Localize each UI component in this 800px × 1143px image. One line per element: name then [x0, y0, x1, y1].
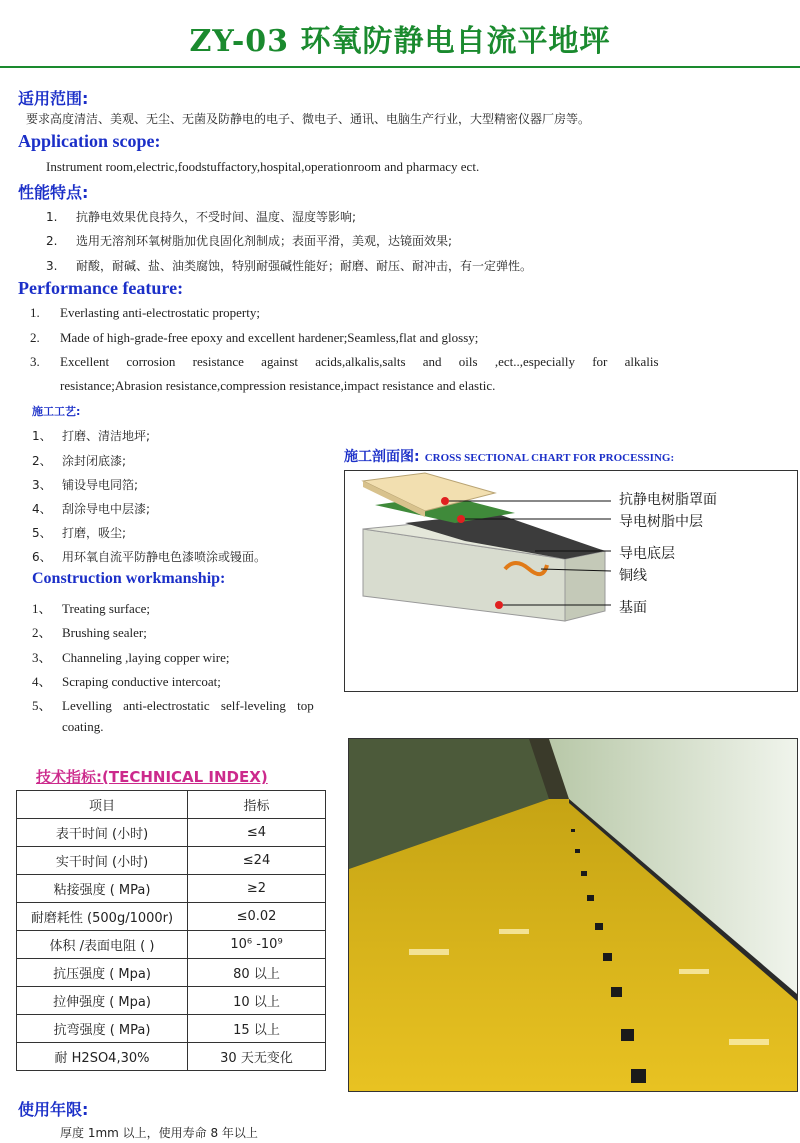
cross-section-diagram	[344, 470, 798, 692]
process-en-item: coating.	[62, 719, 104, 734]
process-en-item: 2、 Brushing sealer;	[32, 625, 147, 640]
tech-index-table	[16, 790, 326, 1071]
label-copper-wire: 铜线	[619, 568, 647, 584]
process-zh-item: 3、 铺设导电同箔;	[32, 478, 139, 492]
cell-value: ≥2	[188, 875, 326, 903]
process-en-item: 1、 Treating surface;	[32, 601, 150, 616]
cross-section-title-zh: 施工剖面图:	[344, 449, 420, 465]
scope-en-text: Instrument room,electric,foodstuffactory,hospital,operationroom and pharmacy ect.	[46, 159, 480, 174]
table-row	[17, 847, 326, 875]
cell-item: 抗压强度 ( Mpa)	[17, 959, 188, 987]
service-life-text: 厚度 1mm 以上，使用寿命 8 年以上	[60, 1126, 258, 1140]
table-row	[17, 903, 326, 931]
cell-item: 表干时间 (小时)	[17, 819, 188, 847]
process-en-item: 3、 Channeling ,laying copper wire;	[32, 650, 230, 665]
cell-item: 拉伸强度 ( Mpa)	[17, 987, 188, 1015]
process-zh-item: 4、 刮涂导电中层漆;	[32, 502, 151, 516]
base-layer-side	[565, 551, 605, 621]
cross-section-title-en: CROSS SECTIONAL CHART FOR PROCESSING:	[424, 452, 675, 464]
features-en-item: resistance;Abrasion resistance,compression resistance,impact resistance and elastic.	[60, 378, 496, 393]
features-zh-item: 2. 选用无溶剂环氧树脂加优良固化剂制成；表面平滑，美观，达镜面效果;	[46, 234, 453, 248]
page-title: ZY-03 环氧防静电自流平地坪	[189, 24, 611, 59]
scope-zh-heading: 适用范围:	[18, 89, 89, 108]
service-life-heading: 使用年限:	[18, 1100, 89, 1119]
layer-diagram-svg	[345, 471, 797, 691]
table-row	[17, 931, 326, 959]
label-bottom-layer: 导电底层	[619, 546, 675, 562]
cell-item: 实干时间 (小时)	[17, 847, 188, 875]
cell-item: 粘接强度 ( MPa)	[17, 875, 188, 903]
process-en-heading: Construction workmanship:	[32, 570, 226, 587]
process-zh-item: 1、 打磨、清洁地坪;	[32, 429, 151, 443]
dot-top	[441, 497, 449, 505]
table-header-row	[17, 791, 326, 819]
cell-value: ≤24	[188, 847, 326, 875]
cell-value: 10 以上	[188, 987, 326, 1015]
title-rule	[0, 66, 800, 68]
process-en-item: 5、 Levelling anti-electrostatic self-leveling top	[32, 698, 314, 713]
cell-value: ≤0.02	[188, 903, 326, 931]
features-zh-heading: 性能特点:	[18, 183, 89, 202]
features-zh-item: 3. 耐酸，耐碱、盐、油类腐蚀，特别耐强碱性能好；耐磨、耐压、耐冲击，有一定弹性。	[46, 259, 533, 273]
label-top-layer: 抗静电树脂罩面	[619, 492, 717, 508]
process-en-item: 4、 Scraping conductive intercoat;	[32, 674, 221, 689]
label-middle-layer: 导电树脂中层	[619, 514, 703, 530]
cell-value: 10⁶ -10⁹	[188, 931, 326, 959]
cell-item: 耐 H2SO4,30%	[17, 1043, 188, 1071]
tech-index-title: 技术指标:(TECHNICAL INDEX)	[36, 768, 268, 786]
column-header: 项目	[17, 791, 188, 819]
column-header: 指标	[188, 791, 326, 819]
table-row	[17, 987, 326, 1015]
features-en-item: 2. Made of high-grade-free epoxy and excellent hardener;Seamless,flat and glossy;	[30, 330, 479, 345]
features-zh-item: 1. 抗静电效果优良持久，不受时间、温度、湿度等影响;	[46, 210, 357, 224]
process-zh-item: 5、 打磨，吸尘;	[32, 526, 127, 540]
cell-value: 80 以上	[188, 959, 326, 987]
cell-value: 15 以上	[188, 1015, 326, 1043]
features-en-item: 3. Excellent corrosion resistance against acids,alkalis,salts and oils ,ect..,especially for alkalis	[30, 354, 659, 369]
cell-value: ≤4	[188, 819, 326, 847]
cell-item: 抗弯强度 ( MPa)	[17, 1015, 188, 1043]
dot-base	[495, 601, 503, 609]
cell-item: 体积 /表面电阻 ( )	[17, 931, 188, 959]
label-base: 基面	[619, 600, 647, 616]
process-zh-heading: 施工工艺:	[32, 405, 81, 418]
features-en-heading: Performance feature:	[18, 278, 184, 298]
table-row	[17, 1015, 326, 1043]
table-row	[17, 959, 326, 987]
floor-photo	[348, 738, 798, 1092]
dot-middle	[457, 515, 465, 523]
table-row	[17, 819, 326, 847]
scope-en-heading: Application scope:	[18, 131, 161, 151]
scope-zh-text: 要求高度清洁、美观、无尘、无菌及防静电的电子、微电子、通讯、电脑生产行业，大型精密仪器厂房等。	[26, 112, 591, 126]
cross-section-title	[344, 446, 674, 466]
table-row	[17, 1043, 326, 1071]
floor-photo-svg	[349, 739, 797, 1091]
features-en-item: 1. Everlasting anti-electrostatic property;	[30, 305, 260, 320]
cell-value: 30 天无变化	[188, 1043, 326, 1071]
process-zh-item: 2、 涂封闭底漆;	[32, 454, 127, 468]
table-row	[17, 875, 326, 903]
cell-item: 耐磨耗性 (500g/1000r)	[17, 903, 188, 931]
process-zh-item: 6、 用环氧自流平防静电色漆喷涂或镘面。	[32, 550, 267, 564]
